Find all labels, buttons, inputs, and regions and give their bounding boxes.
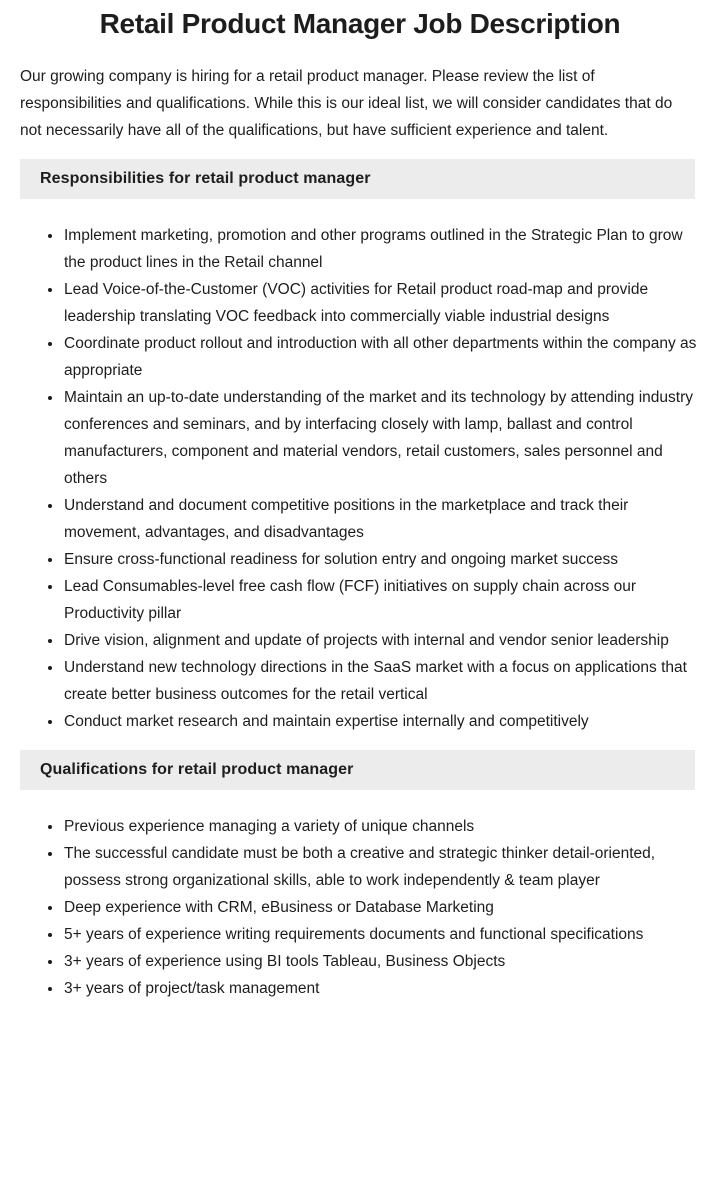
qualification-item: • 3+ years of project/task management — [63, 975, 697, 1002]
responsibilities-heading-bar — [20, 159, 695, 199]
qualifications-heading: Qualifications for retail product manager — [40, 761, 354, 778]
responsibilities-heading: Responsibilities for retail product manager — [40, 170, 371, 187]
intro-paragraph: Our growing company is hiring for a retail product manager. Please review the list of responsibilities and qualifications. While this is our ideal list, we will consider candidates that do not necessarily have all of the qualifications, but have sufficient experience and talent. — [20, 68, 673, 139]
responsibility-item: • Coordinate product rollout and introduction with all other departments within the company as appropriate — [63, 330, 697, 384]
responsibility-item: • Understand new technology directions in the SaaS market with a focus on applications that create better business outcomes for the retail vertical — [63, 654, 697, 708]
qualifications-section — [0, 750, 720, 1002]
responsibility-item: • Drive vision, alignment and update of projects with internal and vendor senior leadership — [63, 627, 697, 654]
responsibilities-list — [45, 222, 697, 735]
qualifications-list — [45, 813, 697, 1002]
responsibility-item: • Lead Consumables-level free cash flow (FCF) initiatives on supply chain across our Productivity pillar — [63, 573, 697, 627]
responsibility-item: • Conduct market research and maintain expertise internally and competitively — [63, 708, 697, 735]
responsibility-item: • Ensure cross-functional readiness for solution entry and ongoing market success — [63, 546, 697, 573]
page-title: Retail Product Manager Job Description — [99, 8, 621, 39]
qualification-item: • Deep experience with CRM, eBusiness or Database Marketing — [63, 894, 697, 921]
qualification-item: • 5+ years of experience writing requirements documents and functional specifications — [63, 921, 697, 948]
qualification-item: • The successful candidate must be both a creative and strategic thinker detail-oriented, possess strong organizational skills, able to work independently & team player — [63, 840, 697, 894]
qualification-item: • Previous experience managing a variety of unique channels — [63, 813, 697, 840]
qualification-item: • 3+ years of experience using BI tools Tableau, Business Objects — [63, 948, 697, 975]
responsibility-item: • Implement marketing, promotion and other programs outlined in the Strategic Plan to grow the product lines in the Retail channel — [63, 222, 697, 276]
responsibility-item: • Lead Voice-of-the-Customer (VOC) activities for Retail product road-map and provide leadership translating VOC feedback into commercially viable industrial designs — [63, 276, 697, 330]
responsibilities-section — [0, 159, 720, 735]
responsibility-item: • Maintain an up-to-date understanding of the market and its technology by attending industry conferences and seminars, and by interfacing closely with lamp, ballast and control manufacturers, component and material vendors, retail customers, sales personnel and others — [63, 384, 697, 492]
qualifications-heading-bar — [20, 750, 695, 790]
responsibility-item: • Understand and document competitive positions in the marketplace and track their movement, advantages, and disadvantages — [63, 492, 697, 546]
